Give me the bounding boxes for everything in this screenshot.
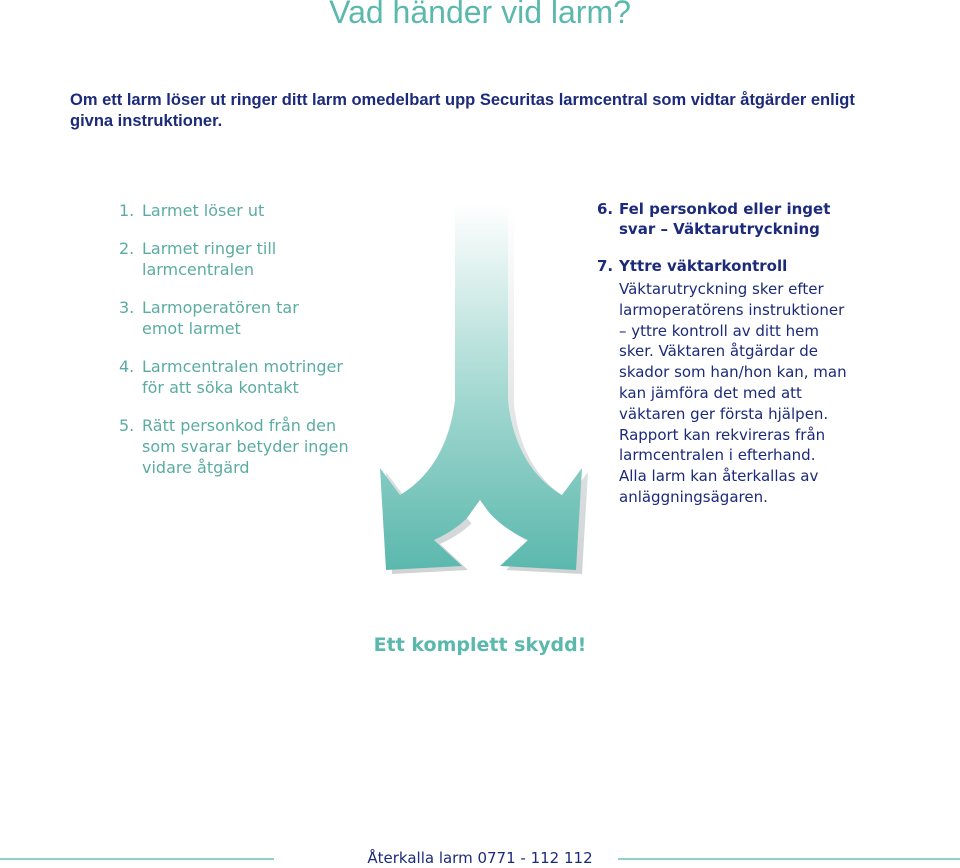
step-heading: Yttre väktarkontroll bbox=[619, 257, 788, 275]
step-6 bbox=[597, 199, 847, 239]
step-number: 1. bbox=[119, 201, 135, 220]
step-number: 7. bbox=[597, 257, 614, 275]
step-4 bbox=[119, 356, 419, 398]
left-steps-list bbox=[119, 200, 419, 495]
page-title: Vad händer vid larm? bbox=[329, 0, 631, 30]
step-number: 5. bbox=[119, 416, 135, 435]
slogan: Ett komplett skydd! bbox=[373, 634, 587, 656]
step-text: Larmcentralen motringer för att söka kontakt bbox=[142, 357, 343, 397]
step-2 bbox=[119, 238, 419, 280]
step-3 bbox=[119, 297, 419, 339]
step-7-heading-row bbox=[597, 256, 847, 276]
step-text: Larmoperatören tar emot larmet bbox=[142, 298, 299, 338]
step-heading: Fel personkod eller inget svar – Väktarutryckning bbox=[619, 200, 831, 238]
step-number: 4. bbox=[119, 357, 135, 376]
step-text: Larmet ringer till larmcentralen bbox=[142, 239, 277, 279]
step-7-body: Väktarutryckning sker efter larmoperatörens instruktioner – yttre kontroll av ditt hem sker. Väktaren åtgärdar de skador som han/hon kan, man kan jämföra det med att väktaren ger första hjälpen. Rapport kan rekvireras från larmcentralen i efterhand. Alla larm kan återkallas av anläggningsägaren. bbox=[619, 280, 847, 506]
step-number: 3. bbox=[119, 298, 135, 317]
step-5 bbox=[119, 415, 419, 478]
step-number: 6. bbox=[597, 200, 614, 218]
intro-text: Om ett larm löser ut ringer ditt larm omedelbart upp Securitas larmcentral som vidtar åtgärder enligt givna instruktioner. bbox=[70, 91, 855, 130]
right-steps bbox=[597, 199, 847, 508]
step-7 bbox=[597, 256, 847, 508]
step-text: Rätt personkod från den som svarar betyder ingen vidare åtgärd bbox=[142, 416, 349, 477]
footer-alarm-cancel-number: Återkalla larm 0771 - 112 112 bbox=[367, 849, 593, 867]
split-arrow-graphic bbox=[380, 200, 590, 580]
step-number: 2. bbox=[119, 239, 135, 258]
step-text: Larmet löser ut bbox=[142, 201, 265, 220]
step-1 bbox=[119, 200, 419, 221]
